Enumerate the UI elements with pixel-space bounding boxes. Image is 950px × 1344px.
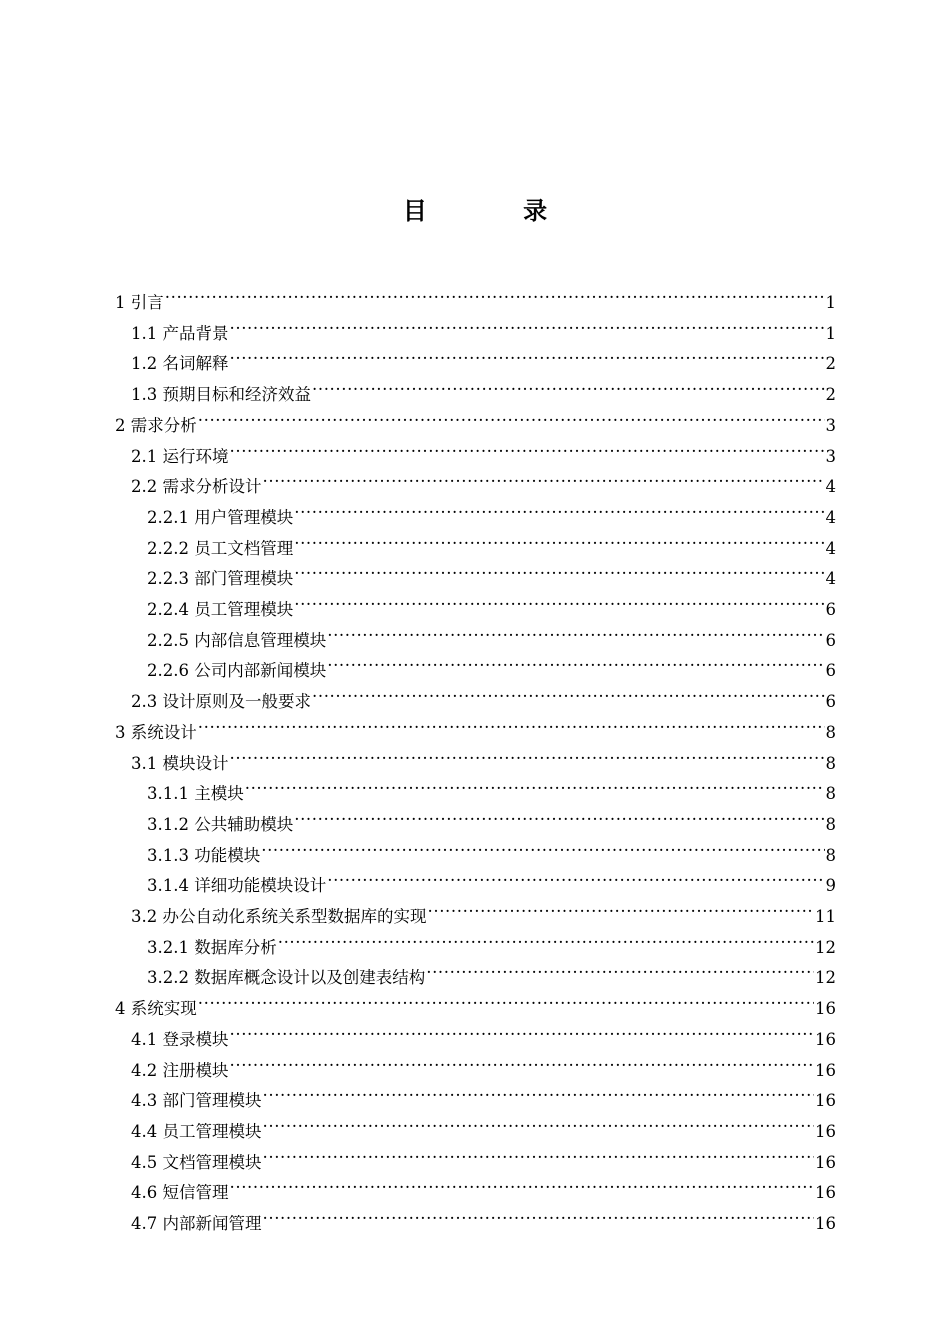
toc-entry[interactable] (0, 524, 950, 558)
toc-dot-leader (198, 708, 825, 738)
toc-entry[interactable] (0, 984, 950, 1019)
toc-entry[interactable] (0, 309, 950, 343)
toc-entry-page-number: 11 (815, 907, 836, 926)
toc-entry[interactable] (0, 616, 950, 650)
toc-entry[interactable] (0, 1199, 950, 1233)
toc-entry-page-number: 1 (825, 293, 836, 312)
toc-dot-leader (294, 585, 824, 615)
toc-entry-title: 4.3 部门管理模块 (131, 1091, 262, 1111)
toc-entry-title: 1 引言 (115, 293, 164, 312)
toc-entry-title: 3.1.1 主模块 (147, 784, 244, 804)
toc-entry[interactable] (0, 677, 950, 712)
toc-entry-title: 4 系统实现 (115, 999, 197, 1019)
toc-entry-title: 3.1.3 功能模块 (147, 845, 261, 865)
toc-dot-leader (327, 646, 824, 676)
toc-dot-leader (294, 524, 824, 554)
toc-entry[interactable] (0, 1015, 950, 1049)
toc-dot-leader (263, 1138, 815, 1168)
toc-entry[interactable] (0, 1168, 950, 1203)
toc-entry-page-number: 4 (825, 538, 836, 558)
toc-entry-page-number: 9 (825, 876, 836, 896)
toc-entry-title: 1.3 预期目标和经济效益 (131, 385, 311, 405)
toc-entry-page-number: 8 (825, 753, 836, 773)
toc-dot-leader (263, 462, 825, 492)
toc-entry[interactable] (0, 646, 950, 681)
toc-dot-leader (261, 831, 824, 861)
toc-entry-page-number: 12 (815, 937, 836, 957)
toc-title: 目 录 (402, 197, 592, 225)
toc-dot-leader (198, 984, 814, 1014)
toc-entry[interactable] (0, 892, 950, 926)
toc-entry-page-number: 8 (825, 845, 836, 865)
toc-dot-leader (312, 370, 825, 400)
toc-entry-page-number: 16 (815, 1060, 836, 1080)
toc-dot-leader (294, 800, 824, 830)
toc-entry-title: 2.2.6 公司内部新闻模块 (147, 661, 327, 681)
toc-dot-leader (312, 677, 825, 707)
toc-dot-leader (327, 861, 824, 891)
toc-entry[interactable] (0, 370, 950, 405)
toc-entry-title: 4.1 登录模块 (131, 1029, 229, 1049)
toc-entry-page-number: 4 (825, 507, 836, 527)
toc-entry[interactable] (0, 831, 950, 865)
toc-entry[interactable] (0, 800, 950, 834)
toc-entry-page-number: 8 (825, 814, 836, 834)
toc-dot-leader (263, 1199, 815, 1229)
toc-dot-leader (245, 769, 825, 799)
toc-entry[interactable] (0, 708, 950, 742)
toc-entry[interactable] (0, 861, 950, 896)
toc-dot-leader (278, 923, 814, 953)
toc-entry-title: 3.1.2 公共辅助模块 (147, 814, 294, 834)
toc-entry-page-number: 2 (825, 354, 836, 374)
toc-entry-page-number: 16 (815, 1121, 836, 1141)
toc-entry-page-number: 16 (815, 999, 836, 1019)
toc-entry[interactable] (0, 554, 950, 589)
toc-entry[interactable] (0, 953, 950, 988)
toc-entry[interactable] (0, 462, 950, 497)
toc-entry-title: 1.1 产品背景 (131, 323, 229, 343)
toc-entry[interactable] (0, 769, 950, 804)
toc-entry[interactable] (0, 278, 950, 312)
toc-dot-leader (198, 401, 825, 431)
toc-entry[interactable] (0, 1107, 950, 1141)
toc-entry-page-number: 8 (825, 784, 836, 804)
toc-entry-title: 2.2.2 员工文档管理 (147, 538, 294, 558)
toc-entry-title: 2.2.5 内部信息管理模块 (147, 630, 327, 650)
toc-dot-leader (230, 339, 825, 369)
toc-entry-title: 2.3 设计原则及一般要求 (131, 692, 311, 712)
toc-entry-page-number: 2 (825, 385, 836, 405)
toc-entry-page-number: 8 (825, 722, 836, 742)
toc-dot-leader (428, 892, 815, 922)
toc-entry-title: 4.2 注册模块 (131, 1060, 229, 1080)
toc-entry-title: 3 系统设计 (115, 722, 197, 742)
toc-entry-title: 3.2.2 数据库概念设计以及创建表结构 (147, 968, 426, 988)
toc-dot-leader (230, 1168, 815, 1198)
toc-entry-page-number: 16 (815, 1214, 836, 1233)
toc-entry-page-number: 16 (815, 1152, 836, 1172)
toc-dot-leader (294, 493, 824, 523)
toc-dot-leader (165, 278, 825, 308)
toc-entry-title: 1.2 名词解释 (131, 354, 229, 374)
toc-entry-title: 4.7 内部新闻管理 (131, 1214, 262, 1233)
toc-entry-page-number: 4 (825, 477, 836, 497)
toc-entry-page-number: 16 (815, 1029, 836, 1049)
toc-dot-leader (426, 953, 814, 983)
toc-entry[interactable] (0, 1138, 950, 1172)
toc-entry-title: 4.4 员工管理模块 (131, 1121, 262, 1141)
toc-entry-title: 2.2.3 部门管理模块 (147, 569, 294, 589)
toc-entry-title: 4.5 文档管理模块 (131, 1152, 262, 1172)
toc-entry-page-number: 3 (825, 415, 836, 435)
toc-entry-title: 3.1.4 详细功能模块设计 (147, 876, 327, 896)
toc-entry-title: 2.2 需求分析设计 (131, 477, 262, 497)
toc-dot-leader (230, 432, 825, 462)
toc-entry-page-number: 4 (825, 569, 836, 589)
toc-entry-page-number: 12 (815, 968, 836, 988)
toc-dot-leader (263, 1107, 815, 1137)
toc-entry[interactable] (0, 432, 950, 466)
toc-dot-leader (327, 616, 824, 646)
toc-dot-leader (230, 739, 825, 769)
toc-entry[interactable] (0, 923, 950, 957)
toc-entry[interactable] (0, 493, 950, 527)
toc-entry-title: 3.2.1 数据库分析 (147, 937, 277, 957)
toc-entry[interactable] (0, 739, 950, 773)
toc-entry-page-number: 16 (815, 1183, 836, 1203)
toc-entry-page-number: 6 (825, 600, 836, 619)
toc-dot-leader (230, 1046, 815, 1076)
toc-entry-page-number: 1 (825, 323, 836, 343)
toc-dot-leader (230, 1015, 815, 1045)
toc-entry[interactable] (0, 1046, 950, 1080)
toc-entry-page-number: 3 (825, 446, 836, 466)
toc-entry-page-number: 6 (825, 630, 836, 650)
toc-dot-leader (230, 309, 825, 339)
toc-entry-page-number: 16 (815, 1091, 836, 1111)
toc-entry-title: 3.2 办公自动化系统关系型数据库的实现 (131, 907, 427, 926)
toc-entry[interactable] (0, 339, 950, 374)
toc-entry[interactable] (0, 1076, 950, 1111)
toc-entry-title: 4.6 短信管理 (131, 1183, 229, 1203)
toc-entry-title: 2.2.1 用户管理模块 (147, 507, 294, 527)
toc-entry-title: 2.1 运行环境 (131, 446, 229, 466)
toc-entry[interactable] (0, 585, 950, 619)
toc-entry-title: 3.1 模块设计 (131, 753, 229, 773)
toc-entry-page-number: 6 (825, 692, 836, 712)
toc-dot-leader (263, 1076, 815, 1106)
toc-entry-title: 2.2.4 员工管理模块 (147, 600, 294, 619)
toc-entry[interactable] (0, 401, 950, 435)
toc-dot-leader (294, 554, 824, 584)
toc-entry-title: 2 需求分析 (115, 415, 197, 435)
toc-entry-page-number: 6 (825, 661, 836, 681)
